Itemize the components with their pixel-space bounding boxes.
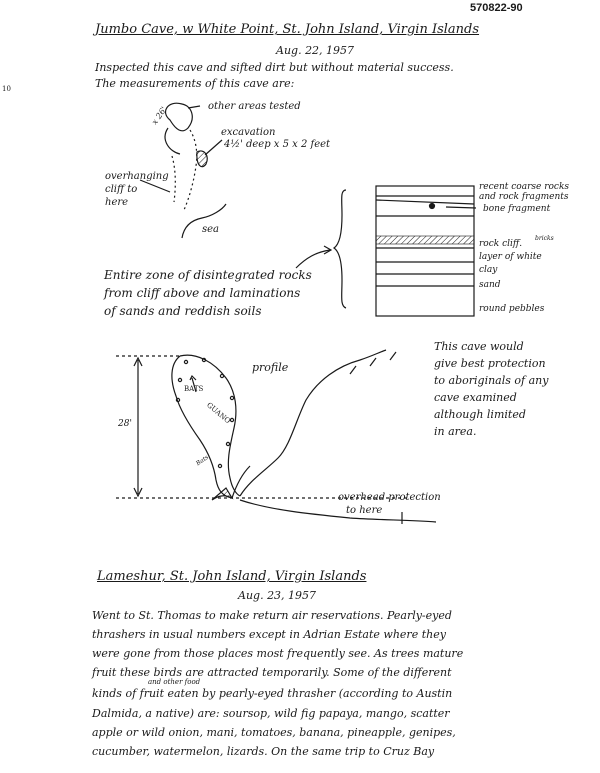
protection-note-line-5: although limited xyxy=(434,408,526,421)
entry1-intro-line-1: Inspected this cave and sifted dirt but without material success. xyxy=(95,61,454,74)
strata-column xyxy=(376,186,476,316)
zone-note-line-3: of sands and reddish soils xyxy=(104,304,262,318)
cave-profile-sketch xyxy=(116,350,436,524)
entry2-heading: Lameshur, St. John Island, Virgin Islands xyxy=(97,569,367,584)
cave-dimension-label: x 26' xyxy=(150,105,169,127)
entry2-line-8: cucumber, watermelon, lizards. On the same trip to Cruz Bay xyxy=(92,745,435,758)
bats-note: Bats xyxy=(194,453,210,468)
strata-bricks-insert: bricks xyxy=(535,235,554,242)
protection-note-line-4: cave examined xyxy=(434,391,517,404)
strata-layer-3: bone fragment xyxy=(483,204,551,214)
entry2-line-4: fruit these birds are attracted temporarily. Some of the different xyxy=(92,666,452,679)
overhead-label-1: overhead protection xyxy=(338,492,441,503)
bats-label: BATS xyxy=(184,385,204,393)
guano-label: GUANO xyxy=(205,400,232,426)
protection-note-line-1: This cave would xyxy=(434,340,524,353)
protection-note-line-6: in area. xyxy=(434,425,477,438)
zone-brace xyxy=(296,190,346,308)
protection-note-line-2: give best protection xyxy=(434,357,546,370)
excavation-label: excavation xyxy=(221,127,276,138)
entry2-line-1: Went to St. Thomas to make return air reservations. Pearly-eyed xyxy=(92,609,452,622)
sea-label: sea xyxy=(202,224,220,235)
strata-layer-8: round pebbles xyxy=(479,304,545,314)
strata-layer-1: recent coarse rocks xyxy=(479,182,570,192)
overhang-label-2: cliff to xyxy=(105,184,138,195)
overhang-label-3: here xyxy=(105,197,129,208)
strata-layer-6: clay xyxy=(479,265,498,275)
height-label: 28' xyxy=(118,419,132,429)
entry1-heading: Jumbo Cave, w White Point, St. John Island, Virgin Islands xyxy=(95,22,480,37)
protection-note-line-3: to aboriginals of any xyxy=(434,374,549,387)
overhang-label-1: overhanging xyxy=(105,171,169,182)
entry2-insert: and other food xyxy=(148,678,201,686)
entry2-line-7: apple or wild onion, mani, tomatoes, banana, pineapple, genipes, xyxy=(92,726,456,739)
entry2-line-3: were gone from those places most frequently see. As trees mature xyxy=(92,647,464,660)
zone-note-line-2: from cliff above and laminations xyxy=(104,286,301,300)
zone-note-line-1: Entire zone of disintegrated rocks xyxy=(104,268,312,282)
entry2-line-2: thrashers in usual numbers except in Adrian Estate where they xyxy=(92,628,446,641)
entry2-date: Aug. 23, 1957 xyxy=(238,589,317,602)
strata-layer-7: sand xyxy=(479,280,501,290)
entry1-intro-line-2: The measurements of this cave are: xyxy=(95,77,295,90)
strata-layer-4: rock cliff. xyxy=(479,239,523,249)
strata-layer-5: layer of white xyxy=(479,252,542,262)
margin-mark: 10 xyxy=(2,85,11,93)
other-areas-label: other areas tested xyxy=(208,101,301,112)
overhead-label-2: to here xyxy=(346,505,383,516)
cave-plan-sketch xyxy=(140,103,226,238)
strata-layer-2: and rock fragments xyxy=(479,192,569,202)
catalog-number: 570822-90 xyxy=(470,2,523,14)
entry1-date: Aug. 22, 1957 xyxy=(276,44,355,57)
excavation-dimensions: 4½' deep x 5 x 2 feet xyxy=(224,139,331,150)
entry2-line-6: Dalmida, a native) are: soursop, wild fig papaya, mango, scatter xyxy=(92,707,450,720)
profile-label: profile xyxy=(252,361,289,374)
entry2-line-5: kinds of fruit eaten by pearly-eyed thrasher (according to Austin xyxy=(92,687,453,700)
